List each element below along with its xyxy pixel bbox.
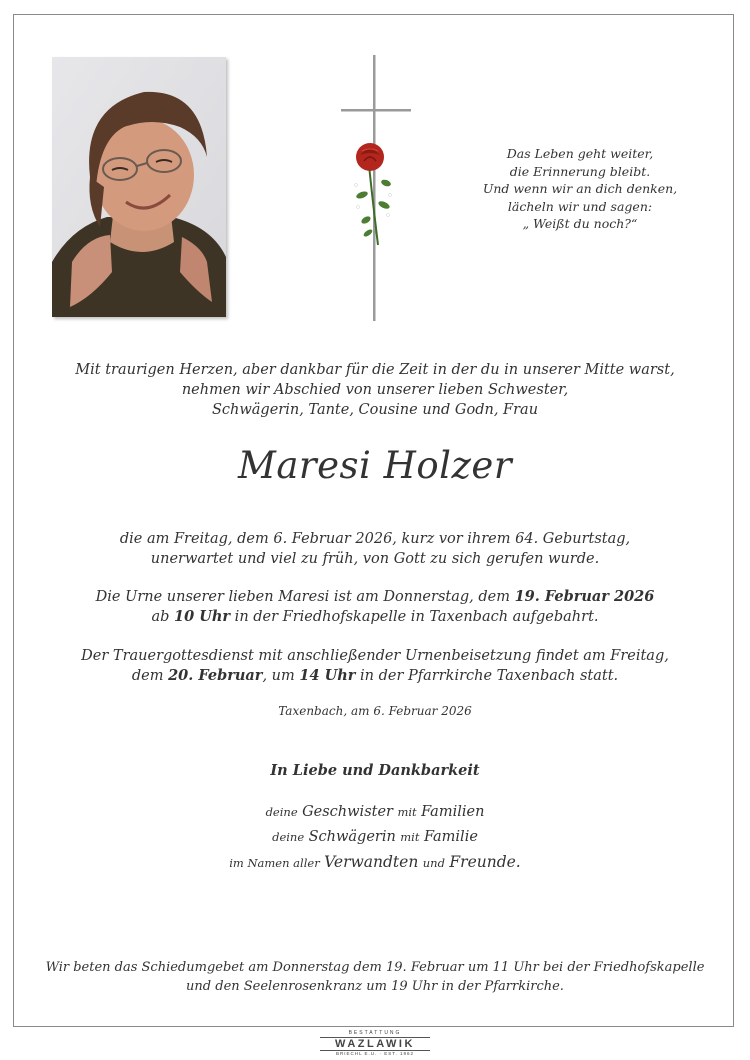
verse-line: Das Leben geht weiter, [506,146,654,161]
mourners-list [0,800,750,876]
urn-time: 10 Uhr [174,608,231,625]
prayer-info [0,958,750,996]
funeral-service-info [0,646,750,686]
place-and-date: Taxenbach, am 6. Februar 2026 [278,704,472,718]
urn-viewing-info [0,587,750,627]
death-notice [0,529,750,569]
verse-line: „ Weißt du noch?“ [522,216,638,231]
mourner-text: Familie [423,829,478,845]
urn-line-2 [0,607,750,627]
intro-line: Schwägerin, Tante, Cousine und Godn, Frau [211,402,539,418]
logo-sub-text: BRIECHL E.U. · EST. 1962 [335,1051,415,1056]
mourner-text: Verwandten [324,853,419,871]
death-line: unerwartet und viel zu früh, von Gott zu sich gerufen wurde. [150,551,600,567]
mourner-text: Schwägerin [308,829,396,845]
service-text: dem [131,668,169,684]
intro-line: Mit traurigen Herzen, aber dankbar für die Zeit in der du in unserer Mitte warst, [75,362,675,378]
intro-text [0,360,750,420]
service-time: 14 Uhr [299,667,356,684]
service-line-1: Der Trauergottesdienst mit anschließender Urnenbeisetzung findet am Freitag, [81,648,669,664]
death-line: die am Freitag, dem 6. Februar 2026, kurz vor ihrem 64. Geburtstag, [119,531,631,547]
verse-line: lächeln wir und sagen: [507,198,653,214]
mourner-text: deine [265,805,298,819]
mourner-text: Familien [421,804,485,820]
portrait-photo [52,57,226,317]
logo-top-text: BESTATTUNG [348,1030,402,1036]
memorial-verse [480,145,680,233]
urn-text: Die Urne unserer lieben Maresi ist am Donnerstag, dem [95,589,515,605]
deceased-name: Maresi Holzer [237,444,513,487]
urn-line-1 [0,587,750,607]
urn-text: in der Friedhofskapelle in Taxenbach aufgebahrt. [230,609,599,625]
mourner-text: und [422,856,445,870]
mourner-text: Geschwister [302,804,393,820]
cross-with-rose [338,55,414,321]
urn-date: 19. Februar 2026 [514,588,655,605]
service-date: 20. Februar [168,667,263,684]
mourner-line [0,800,750,825]
urn-text: ab [151,609,175,625]
verse-line: die Erinnerung bleibt. [509,163,651,179]
prayer-line: Wir beten das Schiedumgebet am Donnerstag dem 19. Februar um 11 Uhr bei der Friedhofskapelle [45,960,705,975]
mourner-line [0,850,750,876]
mourner-text: deine [272,830,305,844]
mourner-line [0,825,750,850]
logo-main-text: WAZLAWIK [320,1037,430,1051]
mourner-text: mit [397,805,417,819]
service-text: , um [262,668,300,684]
service-line-2 [0,666,750,686]
mourner-text: im Namen aller [229,856,320,870]
funeral-home-logo [316,1030,434,1056]
mourner-text: Freunde. [449,853,521,871]
closing-phrase: In Liebe und Dankbarkeit [270,762,480,779]
prayer-line: und den Seelenrosenkranz um 19 Uhr in der Pfarrkirche. [186,979,564,994]
mourner-text: mit [400,830,420,844]
verse-line: Und wenn wir an dich denken, [482,181,678,196]
service-text: in der Pfarrkirche Taxenbach statt. [355,668,619,684]
intro-line: nehmen wir Abschied von unserer lieben Schwester, [181,382,569,398]
